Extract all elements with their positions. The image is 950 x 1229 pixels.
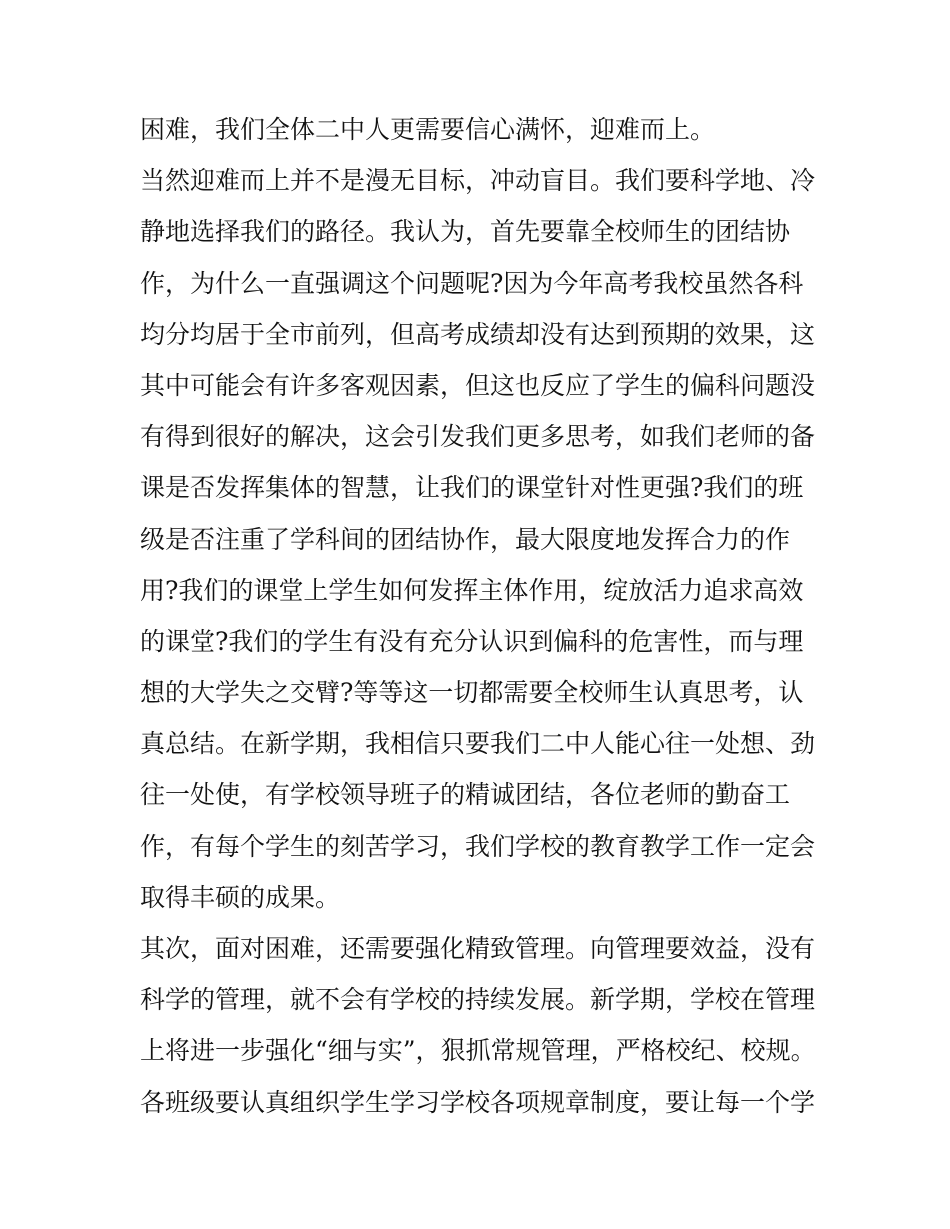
text-line: 想的大学失之交臂?等等这一切都需要全校师生认真思考，认 [140, 678, 804, 708]
text-line: 课是否发挥集体的智慧，让我们的课堂针对性更强?我们的班 [140, 473, 804, 503]
text-line: 作，为什么一直强调这个问题呢?因为今年高考我校虽然各科 [140, 268, 804, 298]
text-line: 作，有每个学生的刻苦学习，我们学校的教育教学工作一定会 [140, 831, 816, 861]
text-line: 均分均居于全市前列，但高考成绩却没有达到预期的效果，这 [140, 319, 816, 349]
text-line: 当然迎难而上并不是漫无目标，冲动盲目。我们要科学地、冷 [140, 166, 816, 196]
text-line: 的课堂?我们的学生有没有充分认识到偏科的危害性，而与理 [140, 626, 804, 656]
text-line: 往一处使，有学校领导班子的精诚团结，各位老师的勤奋工 [140, 780, 791, 810]
text-line: 级是否注重了学科间的团结协作，最大限度地发挥合力的作 [140, 524, 791, 554]
text-line: 有得到很好的解决，这会引发我们更多思考，如我们老师的备 [140, 422, 816, 452]
text-line: 其中可能会有许多客观因素，但这也反应了学生的偏科问题没 [140, 370, 816, 400]
text-line: 用?我们的课堂上学生如何发挥主体作用，绽放活力追求高效 [140, 575, 804, 605]
text-line: 其次，面对困难，还需要强化精致管理。向管理要效益，没有 [140, 934, 816, 963]
body-text [140, 104, 815, 1128]
text-line: 真总结。在新学期，我相信只要我们二中人能心往一处想、劲 [140, 729, 816, 759]
text-line: 各班级要认真组织学生学习学校各项规章制度，要让每一个学 [140, 1087, 816, 1117]
text-line: 取得丰硕的成果。 [140, 882, 341, 912]
text-line: 上将进一步强化“细与实”，狠抓常规管理，严格校纪、校规。 [140, 1036, 816, 1066]
text-line: 科学的管理，就不会有学校的持续发展。新学期，学校在管理 [140, 985, 816, 1015]
text-line: 困难，我们全体二中人更需要信心满怀，迎难而上。 [140, 115, 716, 144]
text-line: 静地选择我们的路径。我认为，首先要靠全校师生的团结协 [140, 217, 791, 247]
